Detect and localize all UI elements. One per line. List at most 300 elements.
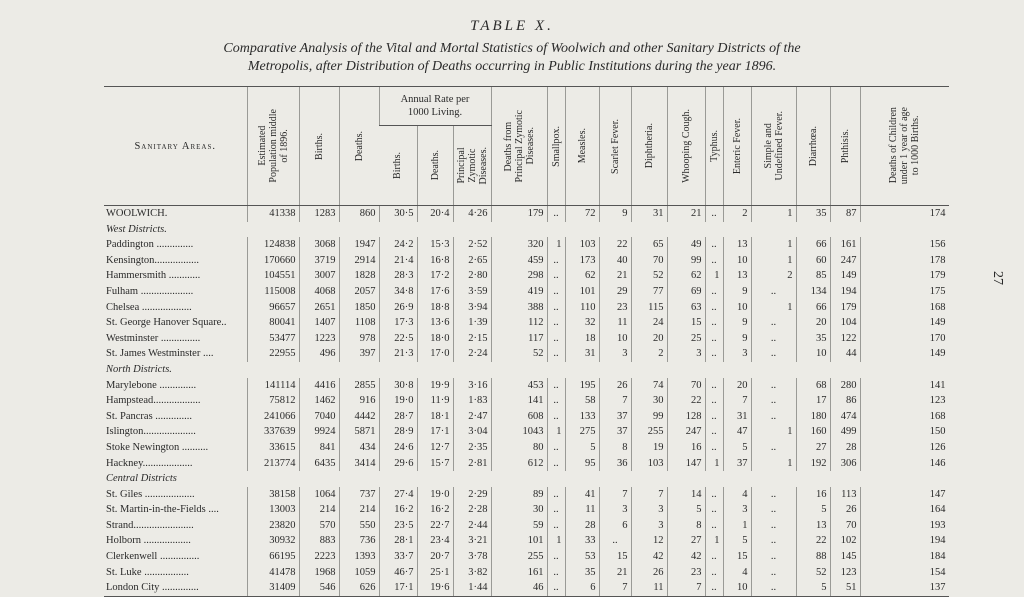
value-cell: 28·1 <box>379 533 417 549</box>
value-cell: 44 <box>830 346 860 362</box>
subtitle-line-2: Metropolis, after Distribution of Deaths occurring in Public Institutions during the year 1896. <box>247 59 777 74</box>
table-body <box>104 206 949 597</box>
value-cell: 41338 <box>247 206 299 222</box>
value-cell: 3 <box>631 502 667 518</box>
value-cell: 70 <box>667 378 705 394</box>
section-heading: North Districts. <box>106 363 172 375</box>
value-cell: 52 <box>796 565 830 581</box>
value-cell: 38158 <box>247 487 299 503</box>
value-cell: .. <box>705 409 723 425</box>
value-cell: 184 <box>860 549 949 565</box>
value-cell: 2·15 <box>453 331 491 347</box>
value-cell: 298 <box>491 268 547 284</box>
value-cell: 3 <box>723 346 751 362</box>
value-cell: 16·2 <box>379 502 417 518</box>
value-cell: 7 <box>723 393 751 409</box>
value-cell: 23·5 <box>379 518 417 534</box>
value-cell: 3 <box>631 518 667 534</box>
value-cell: 883 <box>299 533 339 549</box>
value-cell: 28 <box>830 440 860 456</box>
value-cell: 180 <box>796 409 830 425</box>
value-cell: 33615 <box>247 440 299 456</box>
value-cell: 6435 <box>299 456 339 472</box>
area-name-cell: Fulham .................... <box>106 285 194 297</box>
value-cell: 23·4 <box>417 533 453 549</box>
value-cell: 68 <box>796 378 830 394</box>
value-cell: .. <box>751 502 796 518</box>
value-cell: 1·83 <box>453 393 491 409</box>
value-cell: 1108 <box>339 315 379 331</box>
value-cell: 122 <box>830 331 860 347</box>
value-cell: 626 <box>339 580 379 596</box>
table-row <box>104 456 949 472</box>
value-cell: 170 <box>860 331 949 347</box>
value-cell: 2223 <box>299 549 339 565</box>
area-name-cell: Strand....................... <box>106 519 194 531</box>
value-cell: 161 <box>491 565 547 581</box>
value-cell: .. <box>705 502 723 518</box>
value-cell: 6 <box>599 518 631 534</box>
header-rate-zymotic: Principal Zymotic Diseases. <box>453 126 491 206</box>
value-cell: 388 <box>491 300 547 316</box>
value-cell: .. <box>547 346 565 362</box>
value-cell: 141114 <box>247 378 299 394</box>
value-cell: 179 <box>860 268 949 284</box>
value-cell: 19·6 <box>417 580 453 596</box>
value-cell: .. <box>547 518 565 534</box>
value-cell: 66195 <box>247 549 299 565</box>
value-cell: 8 <box>667 518 705 534</box>
table-row <box>104 533 949 549</box>
value-cell: 154 <box>860 565 949 581</box>
value-cell: 147 <box>860 487 949 503</box>
value-cell: 22 <box>599 237 631 253</box>
table-header <box>104 87 949 206</box>
value-cell: 20 <box>631 331 667 347</box>
value-cell: 1 <box>547 237 565 253</box>
value-cell: .. <box>705 253 723 269</box>
value-cell: 37 <box>599 409 631 425</box>
value-cell: 20·4 <box>417 206 453 222</box>
value-cell: .. <box>751 440 796 456</box>
value-cell: 179 <box>491 206 547 222</box>
value-cell: 51 <box>830 580 860 596</box>
value-cell: .. <box>751 331 796 347</box>
page-number: 27 <box>990 271 1005 285</box>
header-population: Estimated Population middle of 1896. <box>247 87 299 206</box>
value-cell: 3 <box>723 502 751 518</box>
value-cell: 47 <box>723 424 751 440</box>
value-cell: 3068 <box>299 237 339 253</box>
value-cell: 10 <box>796 346 830 362</box>
value-cell: 1947 <box>339 237 379 253</box>
value-cell: 22·7 <box>417 518 453 534</box>
value-cell: 30932 <box>247 533 299 549</box>
value-cell: 608 <box>491 409 547 425</box>
value-cell: 20 <box>796 315 830 331</box>
value-cell: 133 <box>565 409 599 425</box>
value-cell: 99 <box>667 253 705 269</box>
value-cell: 1 <box>705 268 723 284</box>
value-cell: 26·9 <box>379 300 417 316</box>
value-cell: .. <box>751 565 796 581</box>
value-cell: 19 <box>631 440 667 456</box>
value-cell: .. <box>547 268 565 284</box>
value-cell: 27 <box>796 440 830 456</box>
value-cell: 28·3 <box>379 268 417 284</box>
area-name-cell: Hackney................... <box>106 457 193 469</box>
value-cell: 19·0 <box>379 393 417 409</box>
header-scarlet-fever: Scarlet Fever. <box>599 87 631 206</box>
value-cell: 16·8 <box>417 253 453 269</box>
header-measles: Measles. <box>565 87 599 206</box>
value-cell: 4·26 <box>453 206 491 222</box>
value-cell: 1 <box>751 237 796 253</box>
value-cell: 21 <box>599 565 631 581</box>
value-cell: 16 <box>796 487 830 503</box>
value-cell: 5 <box>796 502 830 518</box>
value-cell: 33·7 <box>379 549 417 565</box>
value-cell: 1 <box>751 424 796 440</box>
section-heading: West Districts. <box>106 223 167 235</box>
value-cell: 161 <box>830 237 860 253</box>
value-cell: 28·7 <box>379 409 417 425</box>
value-cell: 192 <box>796 456 830 472</box>
value-cell: 21·4 <box>379 253 417 269</box>
header-simple-fever: Simple and Undefined Fever. <box>751 87 796 206</box>
value-cell: .. <box>705 424 723 440</box>
area-name-cell: St. Pancras .............. <box>106 410 193 422</box>
value-cell: 2855 <box>339 378 379 394</box>
value-cell: .. <box>547 378 565 394</box>
value-cell: .. <box>547 549 565 565</box>
value-cell: 17·0 <box>417 346 453 362</box>
table-row <box>104 346 949 362</box>
value-cell: 126 <box>860 440 949 456</box>
value-cell: 255 <box>491 549 547 565</box>
value-cell: 26 <box>631 565 667 581</box>
header-whooping-cough: Whooping Cough. <box>667 87 705 206</box>
value-cell: 86 <box>830 393 860 409</box>
value-cell: 17 <box>796 393 830 409</box>
value-cell: 74 <box>631 378 667 394</box>
value-cell: 3·21 <box>453 533 491 549</box>
value-cell: .. <box>599 533 631 549</box>
value-cell: 66 <box>796 300 830 316</box>
value-cell: 214 <box>299 502 339 518</box>
value-cell: 9924 <box>299 424 339 440</box>
value-cell: 36 <box>599 456 631 472</box>
value-cell: 255 <box>631 424 667 440</box>
value-cell: 841 <box>299 440 339 456</box>
value-cell: 15 <box>667 315 705 331</box>
value-cell: 2·44 <box>453 518 491 534</box>
value-cell: 175 <box>860 284 949 300</box>
value-cell: 14 <box>667 487 705 503</box>
value-cell: 80041 <box>247 315 299 331</box>
header-infant-deaths: Deaths of Children under 1 year of age to 1000 Births. <box>860 87 949 206</box>
value-cell: .. <box>705 487 723 503</box>
value-cell: 53477 <box>247 331 299 347</box>
header-deaths: Deaths. <box>339 87 379 206</box>
value-cell: 87 <box>830 206 860 222</box>
value-cell: 30·8 <box>379 378 417 394</box>
value-cell: 434 <box>339 440 379 456</box>
value-cell: 2·47 <box>453 409 491 425</box>
value-cell: .. <box>751 393 796 409</box>
table-row <box>104 393 949 409</box>
value-cell: 247 <box>830 253 860 269</box>
value-cell: .. <box>705 346 723 362</box>
table-row <box>104 300 949 316</box>
value-cell: 4 <box>723 565 751 581</box>
value-cell: 31 <box>723 409 751 425</box>
value-cell: .. <box>547 580 565 596</box>
value-cell: 13·6 <box>417 315 453 331</box>
table-row <box>104 378 949 394</box>
table-row <box>104 284 949 300</box>
value-cell: 459 <box>491 253 547 269</box>
value-cell: .. <box>547 331 565 347</box>
value-cell: 280 <box>830 378 860 394</box>
value-cell: 2 <box>631 346 667 362</box>
value-cell: 96657 <box>247 300 299 316</box>
value-cell: 9 <box>723 284 751 300</box>
value-cell: 3414 <box>339 456 379 472</box>
value-cell: .. <box>547 206 565 222</box>
header-diarrhoea: Diarrhœa. <box>796 87 830 206</box>
value-cell: 160 <box>796 424 830 440</box>
statistics-table <box>104 86 949 597</box>
value-cell: .. <box>547 565 565 581</box>
value-cell: 17·6 <box>417 284 453 300</box>
value-cell: 1 <box>705 533 723 549</box>
value-cell: 2914 <box>339 253 379 269</box>
value-cell: 28 <box>565 518 599 534</box>
value-cell: 60 <box>796 253 830 269</box>
value-cell: 2057 <box>339 284 379 300</box>
value-cell: 213774 <box>247 456 299 472</box>
value-cell: 110 <box>565 300 599 316</box>
value-cell: 1 <box>547 533 565 549</box>
value-cell: 25 <box>667 331 705 347</box>
value-cell: 5 <box>796 580 830 596</box>
value-cell: 1828 <box>339 268 379 284</box>
value-cell: 1064 <box>299 487 339 503</box>
value-cell: 156 <box>860 237 949 253</box>
value-cell: 58 <box>565 393 599 409</box>
table-subtitle <box>60 40 964 76</box>
value-cell: .. <box>705 284 723 300</box>
value-cell: 41478 <box>247 565 299 581</box>
value-cell: 3719 <box>299 253 339 269</box>
value-cell: 77 <box>631 284 667 300</box>
value-cell: 9 <box>599 206 631 222</box>
value-cell: 17·1 <box>379 580 417 596</box>
header-zymotic-deaths: Deaths from Principal Zymotic Diseases. <box>491 87 547 206</box>
value-cell: 21 <box>599 268 631 284</box>
value-cell: .. <box>705 440 723 456</box>
value-cell: 12·7 <box>417 440 453 456</box>
value-cell: 22 <box>796 533 830 549</box>
value-cell: 19·9 <box>417 378 453 394</box>
value-cell: 3 <box>667 346 705 362</box>
value-cell: 15 <box>723 549 751 565</box>
area-name-cell: Marylebone .............. <box>106 379 197 391</box>
value-cell: 37 <box>599 424 631 440</box>
value-cell: 32 <box>565 315 599 331</box>
value-cell: .. <box>751 284 796 300</box>
value-cell: 128 <box>667 409 705 425</box>
area-name-cell: Islington.................... <box>106 426 196 438</box>
value-cell: 193 <box>860 518 949 534</box>
value-cell: 62 <box>565 268 599 284</box>
table-row <box>104 549 949 565</box>
value-cell: 23 <box>667 565 705 581</box>
value-cell: 22 <box>667 393 705 409</box>
value-cell: 10 <box>723 300 751 316</box>
value-cell: .. <box>547 315 565 331</box>
value-cell: 3·16 <box>453 378 491 394</box>
value-cell: 496 <box>299 346 339 362</box>
value-cell: 1 <box>751 456 796 472</box>
value-cell: .. <box>547 487 565 503</box>
value-cell: 46·7 <box>379 565 417 581</box>
value-cell: 5 <box>667 502 705 518</box>
value-cell: 20 <box>723 378 751 394</box>
area-name-cell: St. Martin-in-the-Fields .... <box>106 504 219 516</box>
value-cell: 146 <box>860 456 949 472</box>
value-cell: 13 <box>723 268 751 284</box>
value-cell: 117 <box>491 331 547 347</box>
value-cell: 11 <box>631 580 667 596</box>
table-row <box>104 315 949 331</box>
value-cell: 174 <box>860 206 949 222</box>
table-row <box>104 487 949 503</box>
value-cell: 3·94 <box>453 300 491 316</box>
area-name-cell: Clerkenwell ............... <box>106 551 200 563</box>
value-cell: 33 <box>565 533 599 549</box>
value-cell: .. <box>705 237 723 253</box>
value-cell: 8 <box>599 440 631 456</box>
table-row <box>104 565 949 581</box>
value-cell: 168 <box>860 409 949 425</box>
header-typhus: Typhus. <box>705 87 723 206</box>
value-cell: .. <box>751 549 796 565</box>
value-cell: .. <box>751 580 796 596</box>
value-cell: 570 <box>299 518 339 534</box>
value-cell: 62 <box>667 268 705 284</box>
value-cell: 6 <box>565 580 599 596</box>
value-cell: 337639 <box>247 424 299 440</box>
value-cell: 141 <box>491 393 547 409</box>
value-cell: 24·2 <box>379 237 417 253</box>
value-cell: .. <box>751 315 796 331</box>
value-cell: 13 <box>723 237 751 253</box>
value-cell: 30·5 <box>379 206 417 222</box>
value-cell: 25·1 <box>417 565 453 581</box>
value-cell: 88 <box>796 549 830 565</box>
value-cell: 2 <box>751 268 796 284</box>
value-cell: 15 <box>599 549 631 565</box>
value-cell: 195 <box>565 378 599 394</box>
value-cell: 22·5 <box>379 331 417 347</box>
value-cell: 147 <box>667 456 705 472</box>
value-cell: 2·81 <box>453 456 491 472</box>
header-sanitary-areas: Sanitary Areas. <box>104 87 247 206</box>
value-cell: .. <box>547 456 565 472</box>
value-cell: 13003 <box>247 502 299 518</box>
value-cell: 22955 <box>247 346 299 362</box>
value-cell: 737 <box>339 487 379 503</box>
header-rate-deaths: Deaths. <box>417 126 453 206</box>
value-cell: 275 <box>565 424 599 440</box>
value-cell: 12 <box>631 533 667 549</box>
value-cell: 453 <box>491 378 547 394</box>
value-cell: 150 <box>860 424 949 440</box>
value-cell: 42 <box>667 549 705 565</box>
value-cell: 2·28 <box>453 502 491 518</box>
value-cell: 15·7 <box>417 456 453 472</box>
value-cell: 42 <box>631 549 667 565</box>
table-row <box>104 206 949 222</box>
value-cell: 31 <box>565 346 599 362</box>
value-cell: 5 <box>723 440 751 456</box>
value-cell: 194 <box>860 533 949 549</box>
value-cell: 3 <box>599 346 631 362</box>
table-row <box>104 580 949 596</box>
value-cell: .. <box>547 440 565 456</box>
subtitle-line-1: Comparative Analysis of the Vital and Mortal Statistics of Woolwich and other Sanitary Districts of the <box>223 41 801 56</box>
value-cell: 164 <box>860 502 949 518</box>
area-name-cell: St. James Westminster .... <box>106 348 214 360</box>
value-cell: 41 <box>565 487 599 503</box>
value-cell: 10 <box>723 580 751 596</box>
table-row <box>104 237 949 253</box>
value-cell: 1 <box>751 300 796 316</box>
value-cell: 49 <box>667 237 705 253</box>
value-cell: 2·29 <box>453 487 491 503</box>
value-cell: 3·59 <box>453 284 491 300</box>
value-cell: 499 <box>830 424 860 440</box>
value-cell: .. <box>547 502 565 518</box>
value-cell: 860 <box>339 206 379 222</box>
value-cell: 2651 <box>299 300 339 316</box>
value-cell: 1223 <box>299 331 339 347</box>
value-cell: 550 <box>339 518 379 534</box>
value-cell: 4416 <box>299 378 339 394</box>
value-cell: 306 <box>830 456 860 472</box>
value-cell: 65 <box>631 237 667 253</box>
table-row <box>104 502 949 518</box>
value-cell: 1850 <box>339 300 379 316</box>
value-cell: 1462 <box>299 393 339 409</box>
value-cell: .. <box>705 565 723 581</box>
value-cell: 2·24 <box>453 346 491 362</box>
value-cell: .. <box>705 315 723 331</box>
value-cell: 1 <box>751 253 796 269</box>
table-row <box>104 424 949 440</box>
value-cell: 19·0 <box>417 487 453 503</box>
value-cell: 11 <box>599 315 631 331</box>
value-cell: 40 <box>599 253 631 269</box>
header-annual-rate: Annual Rate per 1000 Living. <box>379 87 491 126</box>
value-cell: .. <box>547 409 565 425</box>
value-cell: 7 <box>631 487 667 503</box>
value-cell: 28·9 <box>379 424 417 440</box>
value-cell: .. <box>705 378 723 394</box>
value-cell: 23 <box>599 300 631 316</box>
